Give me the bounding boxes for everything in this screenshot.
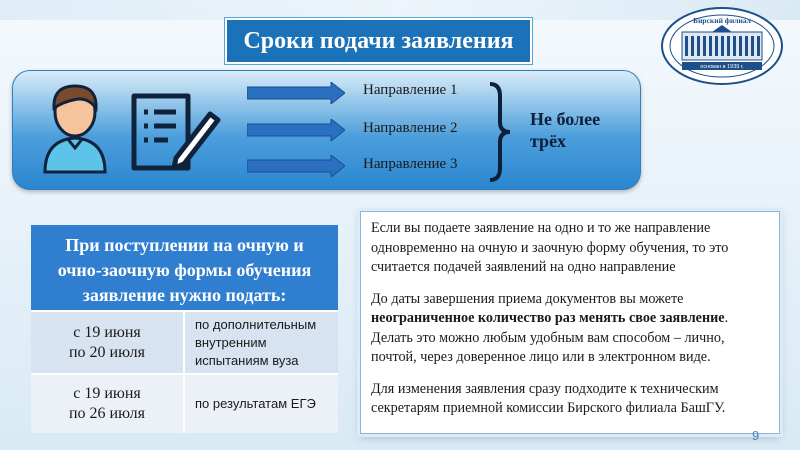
- info-p2-start: До даты завершения приема документов вы можете: [371, 290, 684, 307]
- logo-text-top: Бирский филиал: [693, 16, 751, 25]
- direction-label-2: Направление 2: [363, 120, 458, 136]
- table-header-line-2: очно-заочную формы обучения: [57, 260, 312, 280]
- date-start: с 19 июня: [73, 385, 141, 402]
- info-paragraph-1: Если вы подаете заявление на одно и то же направление одновременно на очную и заочную форму обучения, то это считается подачей заявлений на одно направление: [371, 220, 729, 275]
- date-end: по 20 июля: [68, 344, 146, 361]
- direction-arrow-2: [247, 119, 345, 141]
- direction-arrow-1: [247, 82, 345, 104]
- basis-cell: [185, 312, 338, 374]
- basis-cell: [185, 375, 338, 433]
- info-p2-bold: неограниченное количество раз менять свое заявление: [371, 310, 725, 326]
- date-end: по 26 июля: [68, 405, 146, 422]
- table-header-line-1: При поступлении на очную и: [65, 235, 304, 255]
- date-range-cell: [31, 312, 185, 374]
- limit-line-2: трёх: [530, 131, 567, 151]
- date-start: с 19 июня: [73, 324, 141, 341]
- right-brace-icon: [484, 82, 514, 182]
- table-row: [31, 375, 338, 433]
- page-number: 9: [752, 428, 760, 443]
- logo-text-bottom: основан в 1939 г.: [700, 64, 744, 70]
- direction-label-1: Направление 1: [363, 82, 458, 98]
- direction-label-3: Направление 3: [363, 156, 458, 172]
- slide-title: Сроки подачи заявления: [225, 18, 532, 64]
- info-p2-end: . Делать это можно любым удобным вам способом – лично, почтой, через доверенное лицо или в электронном виде.: [371, 310, 729, 365]
- table-row: [31, 312, 338, 374]
- max-directions-note: [530, 108, 630, 152]
- table-header: [31, 225, 338, 310]
- info-box: [360, 211, 780, 434]
- basis-line-3: испытаниям вуза: [195, 353, 299, 368]
- applicant-person-icon: [37, 78, 113, 174]
- table-header-line-3: заявление нужно подать:: [82, 285, 287, 305]
- direction-arrow-3: [247, 155, 345, 177]
- basis-line-2: внутренним: [195, 335, 267, 350]
- basis-line-1: по результатам ЕГЭ: [195, 396, 316, 411]
- info-paragraph-3: Для изменения заявления сразу подходите к техническим секретарям приемной комиссии Бирского филиала БашГУ.: [371, 380, 726, 416]
- university-logo: [660, 6, 784, 86]
- application-form-icon: [130, 92, 222, 172]
- info-paragraph-2: [371, 290, 769, 368]
- date-range-cell: [31, 375, 185, 433]
- limit-line-1: Не более: [530, 109, 601, 129]
- basis-line-1: по дополнительным: [195, 317, 317, 332]
